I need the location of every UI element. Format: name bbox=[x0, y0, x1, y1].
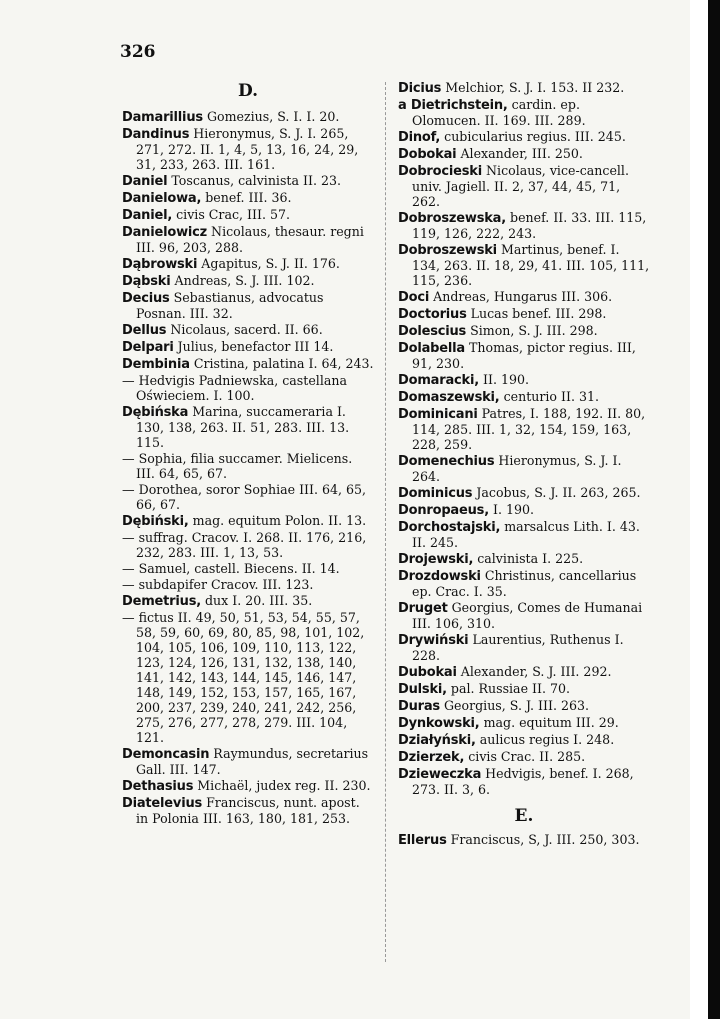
entry-headword: Dominicani bbox=[398, 407, 478, 422]
entry-text: civis Crac, III. 57. bbox=[176, 207, 290, 222]
entry-headword: Dinof, bbox=[398, 130, 441, 145]
entry-text: mag. equitum III. 29. bbox=[483, 715, 619, 730]
entry-headword: Dobroszewski bbox=[398, 243, 497, 258]
index-entry bbox=[398, 600, 650, 631]
index-entry bbox=[122, 795, 374, 826]
entry-text: — subdapifer Cracov. III. 123. bbox=[122, 577, 314, 592]
index-entry bbox=[398, 568, 650, 599]
entry-text: Marina, succameraria I. 130, 138, 263. II. 51, 283. III. 13. 115. bbox=[136, 404, 350, 450]
index-entry bbox=[398, 832, 650, 848]
section-heading-e: E. bbox=[514, 806, 534, 826]
entry-text: — Hedvigis Padniewska, castellana Oświeciem. I. 100. bbox=[122, 373, 347, 403]
index-column-left bbox=[122, 80, 374, 827]
entry-headword: Dulski, bbox=[398, 682, 447, 697]
entry-headword: Daniel, bbox=[122, 208, 173, 223]
index-entry bbox=[122, 593, 374, 609]
index-entry bbox=[398, 163, 650, 209]
entry-text: — suffrag. Cracov. I. 268. II. 176, 216, 232, 283. III. 1, 13, 53. bbox=[122, 530, 367, 560]
entry-headword: Dominicus bbox=[398, 486, 473, 501]
index-entry bbox=[122, 273, 374, 289]
entry-text: Jacobus, S. J. II. 263, 265. bbox=[476, 485, 641, 500]
index-entry bbox=[122, 207, 374, 223]
index-entry bbox=[398, 519, 650, 550]
entry-headword: Danielowa, bbox=[122, 191, 202, 206]
entry-headword: Domaracki, bbox=[398, 373, 479, 388]
index-entry bbox=[122, 256, 374, 272]
scan-border bbox=[708, 0, 720, 1019]
index-entry bbox=[398, 340, 650, 371]
entry-headword: Danielowicz bbox=[122, 225, 208, 240]
entry-text: Christinus, cancellarius ep. Crac. I. 35. bbox=[412, 568, 637, 599]
entry-headword: Dobokai bbox=[398, 147, 457, 162]
entry-headword: Dębiński, bbox=[122, 514, 189, 529]
index-entry bbox=[398, 732, 650, 748]
entry-text: Hieronymus, S. J. I. 265, 271, 272. II. 1, 4, 5, 13, 16, 24, 29, 31, 233, 263. III. 161. bbox=[136, 126, 359, 172]
index-entry bbox=[122, 173, 374, 189]
entry-text: Nicolaus, thesaur. regni III. 96, 203, 288. bbox=[136, 224, 364, 255]
index-entry bbox=[398, 306, 650, 322]
entry-text: Franciscus, nunt. apost. in Polonia III. 163, 180, 181, 253. bbox=[136, 795, 360, 826]
index-entry bbox=[122, 109, 374, 125]
entry-headword: Dzierzek, bbox=[398, 750, 465, 765]
entry-headword: Dethasius bbox=[122, 779, 194, 794]
entry-headword: Dolabella bbox=[398, 341, 465, 356]
entry-headword: Duras bbox=[398, 699, 440, 714]
entry-text: Melchior, S. J. I. 153. II 232. bbox=[445, 80, 625, 95]
index-entry bbox=[398, 242, 650, 288]
entry-text: Thomas, pictor regius. III, 91, 230. bbox=[412, 340, 636, 371]
index-entry bbox=[122, 482, 374, 512]
entry-text: Hieronymus, S. J. I. 264. bbox=[412, 453, 622, 484]
entry-text: — fictus II. 49, 50, 51, 53, 54, 55, 57, 58, 59, 60, 69, 80, 85, 98, 101, 102, 104, 105, 106, 109, 110, 113, 122, 123, 124, 126, 131, 132, 138, 140, 141, 142, 143, 144, 145, 146, 147, 148, 149, 152, 153, 157, 165, 167, 200, 237, 239, 240, 241, 242, 256, 275, 276, 277, 278, 279. III. 104, 121. bbox=[122, 610, 365, 745]
entry-headword: Dąbski bbox=[122, 274, 171, 289]
index-entry bbox=[398, 97, 650, 128]
index-entry bbox=[398, 453, 650, 484]
entry-headword: Demoncasin bbox=[122, 747, 210, 762]
entry-text: Andreas, Hungarus III. 306. bbox=[433, 289, 613, 304]
index-entry bbox=[122, 290, 374, 321]
entry-list bbox=[398, 832, 650, 848]
index-entry bbox=[398, 146, 650, 162]
entry-text: Martinus, benef. I. 134, 263. II. 18, 29, 41. III. 105, 111, 115, 236. bbox=[412, 242, 650, 288]
entry-text: Michaël, judex reg. II. 230. bbox=[197, 778, 371, 793]
entry-headword: Dobrocieski bbox=[398, 164, 482, 179]
entry-text: Andreas, S. J. III. 102. bbox=[174, 273, 315, 288]
index-entry bbox=[398, 485, 650, 501]
entry-text: Simon, S. J. III. 298. bbox=[470, 323, 598, 338]
index-entry bbox=[398, 210, 650, 241]
entry-text: pal. Russiae II. 70. bbox=[450, 681, 571, 696]
index-entry bbox=[398, 289, 650, 305]
index-entry bbox=[122, 577, 374, 592]
index-entry bbox=[122, 126, 374, 172]
entry-list bbox=[398, 80, 650, 797]
index-entry bbox=[122, 373, 374, 403]
index-entry bbox=[122, 746, 374, 777]
index-entry bbox=[122, 610, 374, 745]
entry-headword: Decius bbox=[122, 291, 170, 306]
entry-text: II. 190. bbox=[483, 372, 529, 387]
entry-headword: Dubokai bbox=[398, 665, 457, 680]
index-column-right bbox=[398, 80, 650, 849]
entry-text: — Samuel, castell. Biecens. II. 14. bbox=[122, 561, 340, 576]
entry-headword: a Dietrichstein, bbox=[398, 98, 508, 113]
page-number: 326 bbox=[120, 42, 156, 62]
entry-text: Nicolaus, vice-cancell. univ. Jagiell. II. 2, 37, 44, 45, 71, 262. bbox=[412, 163, 629, 209]
index-entry bbox=[122, 339, 374, 355]
entry-headword: Dorchostajski, bbox=[398, 520, 501, 535]
entry-text: dux I. 20. III. 35. bbox=[205, 593, 313, 608]
index-entry bbox=[122, 322, 374, 338]
entry-text: Franciscus, S, J. III. 250, 303. bbox=[450, 832, 640, 847]
entry-text: benef. III. 36. bbox=[205, 190, 292, 205]
entry-text: calvinista I. 225. bbox=[477, 551, 584, 566]
index-entry bbox=[398, 406, 650, 452]
entry-text: I. 190. bbox=[492, 502, 534, 517]
entry-text: Agapitus, S. J. II. 176. bbox=[201, 256, 340, 271]
entry-headword: Donropaeus, bbox=[398, 503, 489, 518]
entry-text: Julius, benefactor III 14. bbox=[177, 339, 334, 354]
index-entry bbox=[122, 561, 374, 576]
entry-text: Gomezius, S. I. I. 20. bbox=[206, 109, 340, 124]
entry-headword: Druget bbox=[398, 601, 448, 616]
entry-headword: Działyński, bbox=[398, 733, 476, 748]
entry-headword: Dicius bbox=[398, 81, 442, 96]
index-entry bbox=[398, 681, 650, 697]
index-entry bbox=[122, 451, 374, 481]
entry-text: Lucas benef. III. 298. bbox=[470, 306, 607, 321]
entry-text: benef. II. 33. III. 115, 119, 126, 222, 243. bbox=[412, 210, 647, 241]
entry-text: Georgius, Comes de Humanai III. 106, 310. bbox=[412, 600, 643, 631]
entry-text: Alexander, S. J. III. 292. bbox=[460, 664, 612, 679]
entry-headword: Doctorius bbox=[398, 307, 467, 322]
index-entry bbox=[398, 766, 650, 797]
index-entry bbox=[122, 513, 374, 529]
index-entry bbox=[122, 404, 374, 450]
entry-text: centurio II. 31. bbox=[503, 389, 599, 404]
index-entry bbox=[398, 372, 650, 388]
entry-headword: Daniel bbox=[122, 174, 168, 189]
entry-headword: Damarillius bbox=[122, 110, 203, 125]
entry-headword: Drojewski, bbox=[398, 552, 474, 567]
entry-text: Georgius, S. J. III. 263. bbox=[443, 698, 590, 713]
entry-text: Laurentius, Ruthenus I. 228. bbox=[412, 632, 624, 663]
entry-headword: Doci bbox=[398, 290, 430, 305]
entry-text: Alexander, III. 250. bbox=[460, 146, 583, 161]
column-divider bbox=[385, 82, 386, 962]
entry-headword: Dąbrowski bbox=[122, 257, 198, 272]
entry-text: aulicus regius I. 248. bbox=[479, 732, 615, 747]
entry-headword: Ellerus bbox=[398, 833, 447, 848]
entry-headword: Dynkowski, bbox=[398, 716, 480, 731]
entry-headword: Dobroszewska, bbox=[398, 211, 506, 226]
entry-headword: Drywiński bbox=[398, 633, 469, 648]
index-entry bbox=[398, 80, 650, 96]
entry-headword: Domaszewski, bbox=[398, 390, 500, 405]
index-entry bbox=[122, 190, 374, 206]
index-entry bbox=[398, 715, 650, 731]
index-entry bbox=[398, 664, 650, 680]
entry-text: Sebastianus, advocatus Posnan. III. 32. bbox=[136, 290, 324, 321]
entry-text: Cristina, palatina I. 64, 243. bbox=[193, 356, 374, 371]
entry-text: mag. equitum Polon. II. 13. bbox=[192, 513, 367, 528]
entry-headword: Dellus bbox=[122, 323, 167, 338]
entry-headword: Demetrius, bbox=[122, 594, 201, 609]
index-entry bbox=[122, 530, 374, 560]
entry-headword: Dzieweczka bbox=[398, 767, 482, 782]
index-entry bbox=[398, 698, 650, 714]
entry-headword: Dolescius bbox=[398, 324, 467, 339]
index-entry bbox=[398, 389, 650, 405]
entry-list bbox=[122, 109, 374, 826]
index-entry bbox=[398, 502, 650, 518]
section-heading-d: D. bbox=[237, 81, 259, 101]
entry-headword: Dandinus bbox=[122, 127, 190, 142]
entry-text: — Dorothea, soror Sophiae III. 64, 65, 66, 67. bbox=[122, 482, 367, 512]
index-entry bbox=[398, 551, 650, 567]
entry-text: Hedvigis, benef. I. 268, 273. II. 3, 6. bbox=[412, 766, 634, 797]
entry-text: marsalcus Lith. I. 43. II. 245. bbox=[412, 519, 640, 550]
index-entry bbox=[398, 323, 650, 339]
entry-headword: Dembinia bbox=[122, 357, 190, 372]
entry-text: civis Crac. II. 285. bbox=[468, 749, 586, 764]
index-entry bbox=[398, 749, 650, 765]
index-entry bbox=[398, 632, 650, 663]
entry-headword: Diatelevius bbox=[122, 796, 203, 811]
entry-text: cubicularius regius. III. 245. bbox=[444, 129, 626, 144]
entry-headword: Drozdowski bbox=[398, 569, 481, 584]
index-entry bbox=[122, 224, 374, 255]
entry-text: cardin. ep. Olomucen. II. 169. III. 289. bbox=[412, 97, 586, 128]
entry-text: — Sophia, filia succamer. Mielicens. III. 64, 65, 67. bbox=[122, 451, 353, 481]
index-entry bbox=[398, 129, 650, 145]
entry-headword: Domenechius bbox=[398, 454, 495, 469]
entry-text: Nicolaus, sacerd. II. 66. bbox=[170, 322, 323, 337]
entry-headword: Delpari bbox=[122, 340, 174, 355]
entry-text: Raymundus, secretarius Gall. III. 147. bbox=[136, 746, 369, 777]
entry-headword: Dębińska bbox=[122, 405, 189, 420]
index-entry bbox=[122, 778, 374, 794]
entry-text: Patres, I. 188, 192. II. 80, 114, 285. III. 1, 32, 154, 159, 163, 228, 259. bbox=[412, 406, 646, 452]
index-entry bbox=[122, 356, 374, 372]
entry-text: Toscanus, calvinista II. 23. bbox=[171, 173, 341, 188]
